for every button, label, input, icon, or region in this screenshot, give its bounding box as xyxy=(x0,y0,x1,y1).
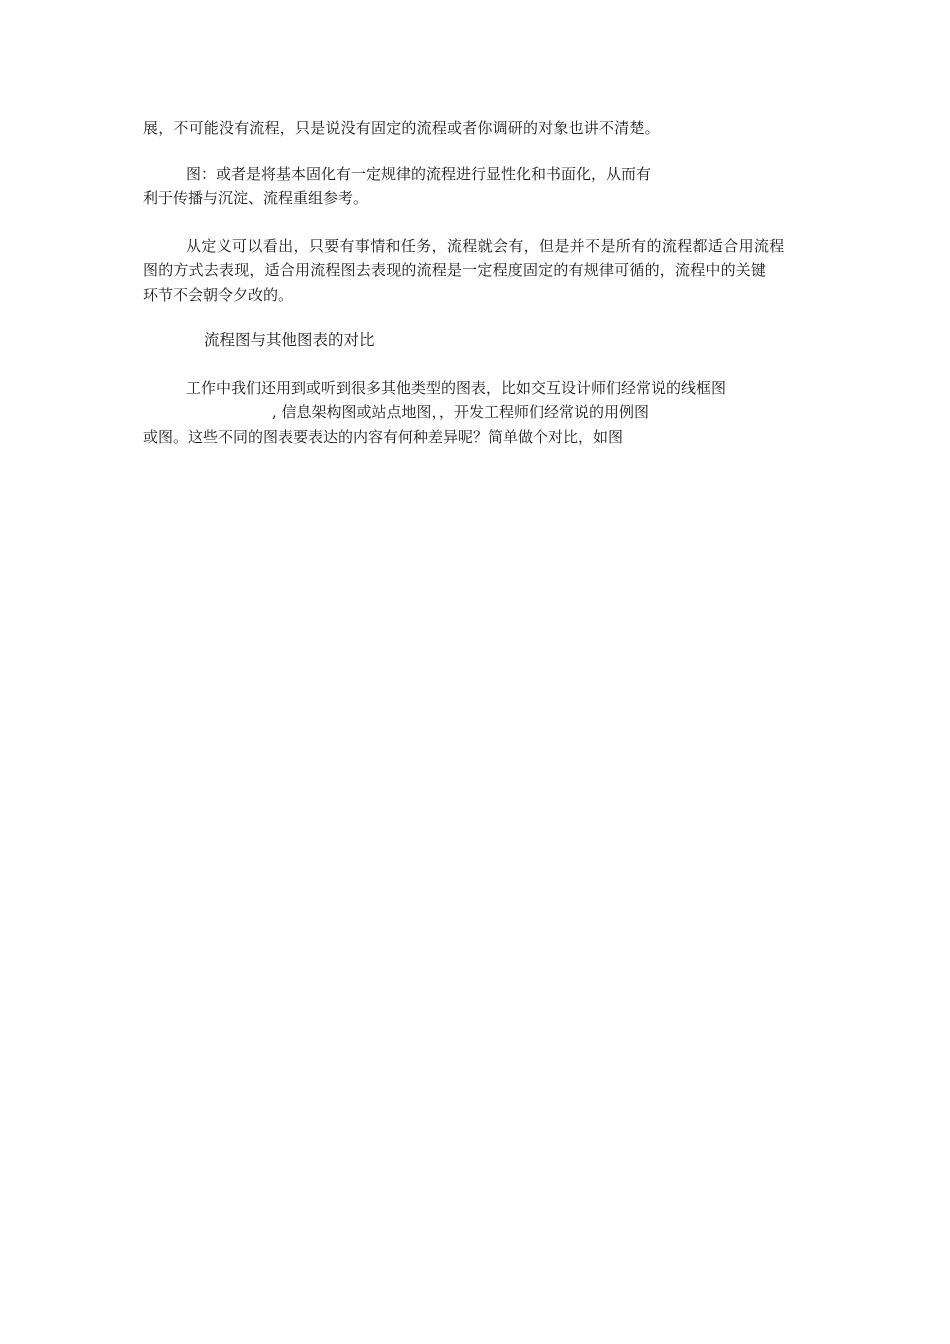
section-heading: 流程图与其他图表的对比 xyxy=(204,331,375,349)
paragraph-line: 工作中我们还用到或听到很多其他类型的图表，比如交互设计师们经常说的线框图 xyxy=(186,379,727,397)
paragraph-line: 展，不可能没有流程，只是说没有固定的流程或者你调研的对象也讲不清楚。 xyxy=(143,119,660,137)
paragraph-line: 图的方式去表现，适合用流程图去表现的流程是一定程度固定的有规律可循的，流程中的关键 xyxy=(143,261,767,279)
paragraph-line: 图：或者是将基本固化有一定规律的流程进行显性化和书面化，从而有 xyxy=(186,165,652,183)
paragraph-line: , 信息架构图或站点地图，，开发工程师们经常说的用例图 xyxy=(272,403,650,421)
paragraph-line: 从定义可以看出，只要有事情和任务，流程就会有，但是并不是所有的流程都适合用流程 xyxy=(186,237,785,255)
paragraph-line: 或图。这些不同的图表要表达的内容有何种差异呢？简单做个对比，如图 xyxy=(143,428,624,446)
paragraph-line: 利于传播与沉淀、流程重组参考。 xyxy=(143,189,369,207)
paragraph-line: 环节不会朝令夕改的。 xyxy=(143,286,294,304)
